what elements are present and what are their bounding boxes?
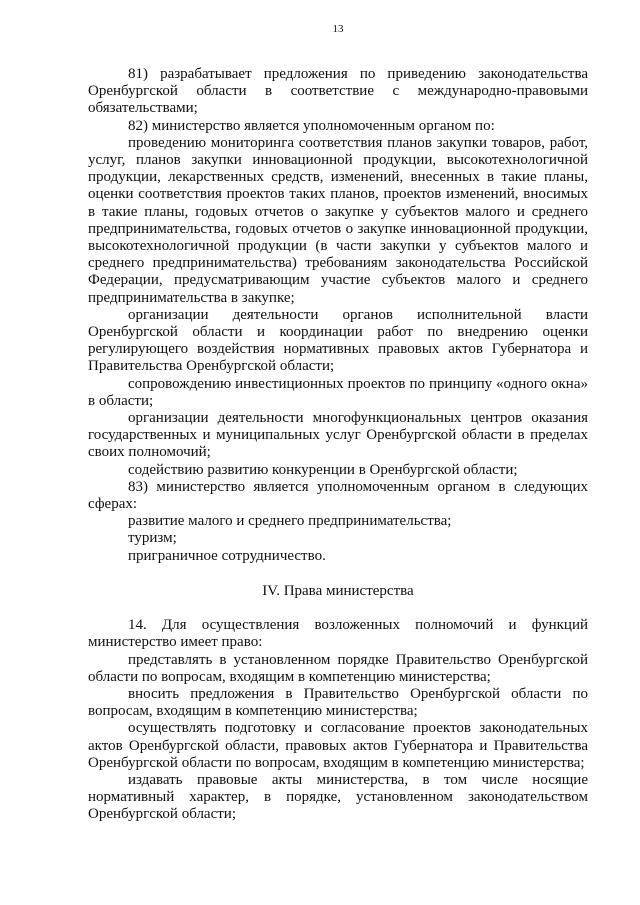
- paragraph-item-14: 14. Для осуществления возложенных полномочий и функций министерство имеет право:: [88, 617, 588, 651]
- paragraph-make-proposals: вносить предложения в Правительство Оренбургской области по вопросам, входящим в компетенцию министерства;: [88, 685, 588, 720]
- paragraph-item-81: 81) разрабатывает предложения по приведению законодательства Оренбургской области в соответствие с международно-правовыми обязательствами;: [88, 66, 588, 117]
- document-page: [88, 22, 588, 824]
- paragraph-represent-government: представлять в установленном порядке Правительство Оренбургской области по вопросам, входящим в компетенцию министерства;: [88, 651, 588, 685]
- paragraph-border-cooperation: приграничное сотрудничество.: [128, 547, 326, 564]
- page-number: 13: [332, 23, 344, 35]
- paragraph-monitoring: проведению мониторинга соответствия планов закупки товаров, работ, услуг, планов закупки инновационной продукции, высокотехнологичной продукции, лекарственных средств, изменений, внесенных в такие планы, оценки соответствия проектов таких планов, проектов изменений, вносимых в такие планы, годовых отчетов о закупке у субъектов малого и среднего предпринимательства, годовых отчетов о закупке инновационной продукции, высокотехнологичной продукции (в части закупки у субъектов малого и среднего предпринимательства) требованиям законодательства Российской Федерации, предусматривающим участие субъектов малого и среднего предпринимательства в закупке;: [88, 134, 588, 306]
- paragraph-regulatory-impact: организации деятельности органов исполнительной власти Оренбургской области и координации работ по внедрению оценки регулирующего воздействия нормативных правовых актов Губернатора и Правительства Оренбургской области;: [88, 306, 588, 375]
- paragraph-sme: развитие малого и среднего предпринимательства;: [128, 513, 452, 530]
- paragraph-single-window: сопровождению инвестиционных проектов по принципу «одного окна» в области;: [88, 375, 588, 409]
- section-heading: IV. Права министерства: [262, 582, 414, 599]
- paragraph-tourism: туризм;: [128, 530, 177, 547]
- paragraph-competition: содействию развитию конкуренции в Оренбургской области;: [128, 461, 518, 478]
- paragraph-draft-laws: осуществлять подготовку и согласование проектов законодательных актов Оренбургской области, правовых актов Губернатора и Правительства Оренбургской области по вопросам, входящим в компетенцию министерства;: [88, 720, 588, 771]
- paragraph-item-82: 82) министерство является уполномоченным органом по:: [128, 117, 495, 134]
- paragraph-mfc: организации деятельности многофункциональных центров оказания государственных и муниципальных услуг Оренбургской области в пределах своих полномочий;: [88, 410, 588, 461]
- paragraph-item-83: 83) министерство является уполномоченным органом в следующих сферах:: [88, 478, 588, 513]
- paragraph-issue-acts: издавать правовые акты министерства, в том числе носящие нормативный характер, в порядке, установленном законодательством Оренбургской области;: [88, 771, 588, 823]
